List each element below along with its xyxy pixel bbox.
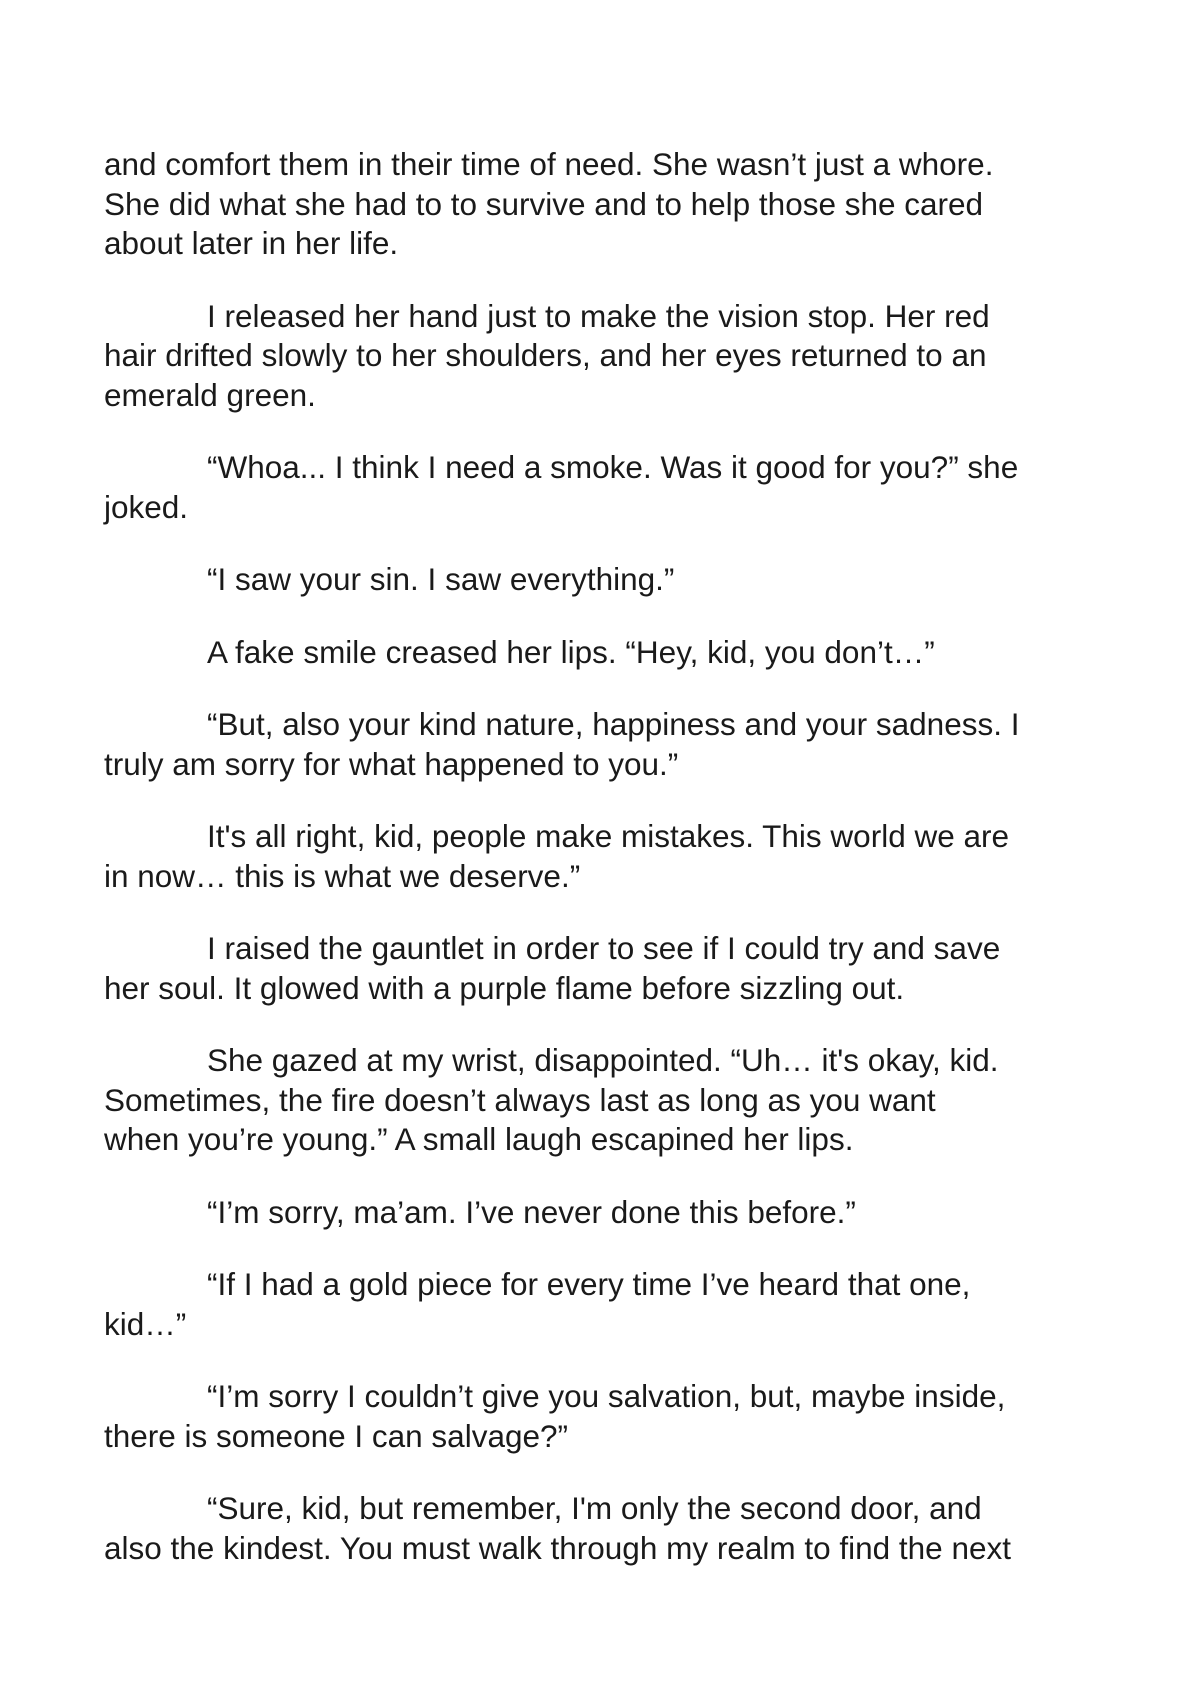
text-line: her soul. It glowed with a purple flame before sizzling out. <box>104 969 905 1006</box>
paragraph <box>104 297 1104 416</box>
text-line: “I’m sorry, ma’am. I’ve never done this before.” <box>207 1193 856 1230</box>
text-line: It's all right, kid, people make mistakes. This world we are <box>207 818 1010 854</box>
text-line: “I saw your sin. I saw everything.” <box>207 561 675 597</box>
body-text <box>104 145 1104 1601</box>
paragraph <box>104 1489 1104 1568</box>
text-line: “Whoa... I think I need a smoke. Was it good for you?” she <box>207 449 1019 485</box>
paragraph <box>104 1193 1104 1233</box>
text-line: in now… this is what we deserve.” <box>104 857 581 894</box>
text-line: and comfort them in their time of need. She wasn’t just a whore. <box>104 146 994 182</box>
text-line: “I’m sorry I couldn’t give you salvation, but, maybe inside, <box>207 1378 1006 1414</box>
paragraph <box>104 560 1104 600</box>
paragraph <box>104 633 1104 673</box>
text-line: emerald green. <box>104 376 316 413</box>
paragraph <box>104 817 1104 896</box>
paragraph <box>104 448 1104 527</box>
text-line: “Sure, kid, but remember, I'm only the second door, and <box>207 1490 982 1526</box>
text-line: when you’re young.” A small laugh escapined her lips. <box>104 1121 854 1157</box>
paragraph <box>104 929 1104 1008</box>
paragraph <box>104 1041 1104 1160</box>
text-line: hair drifted slowly to her shoulders, and her eyes returned to an <box>104 337 987 373</box>
text-line: also the kindest. You must walk through my realm to find the next <box>104 1529 1011 1566</box>
paragraph <box>104 1265 1104 1344</box>
text-line: about later in her life. <box>104 225 399 261</box>
text-line: I released her hand just to make the vision stop. Her red <box>207 297 990 334</box>
text-line: A fake smile creased her lips. “Hey, kid, you don’t…” <box>207 633 935 670</box>
text-line: “But, also your kind nature, happiness and your sadness. I <box>207 706 1020 742</box>
text-line: She gazed at my wrist, disappointed. “Uh… it's okay, kid. <box>207 1042 999 1078</box>
paragraph <box>104 145 1104 264</box>
text-line: truly am sorry for what happened to you.” <box>104 745 679 782</box>
paragraph <box>104 1377 1104 1456</box>
paragraph <box>104 705 1104 784</box>
text-line: She did what she had to to survive and to help those she cared <box>104 185 984 222</box>
text-line: “If I had a gold piece for every time I’ve heard that one, <box>207 1266 971 1302</box>
text-line: Sometimes, the fire doesn’t always last as long as you want <box>104 1081 936 1118</box>
text-line: kid…” <box>104 1305 187 1342</box>
text-line: I raised the gauntlet in order to see if I could try and save <box>207 930 1001 966</box>
text-line: joked. <box>104 488 189 525</box>
text-line: there is someone I can salvage?” <box>104 1417 569 1454</box>
